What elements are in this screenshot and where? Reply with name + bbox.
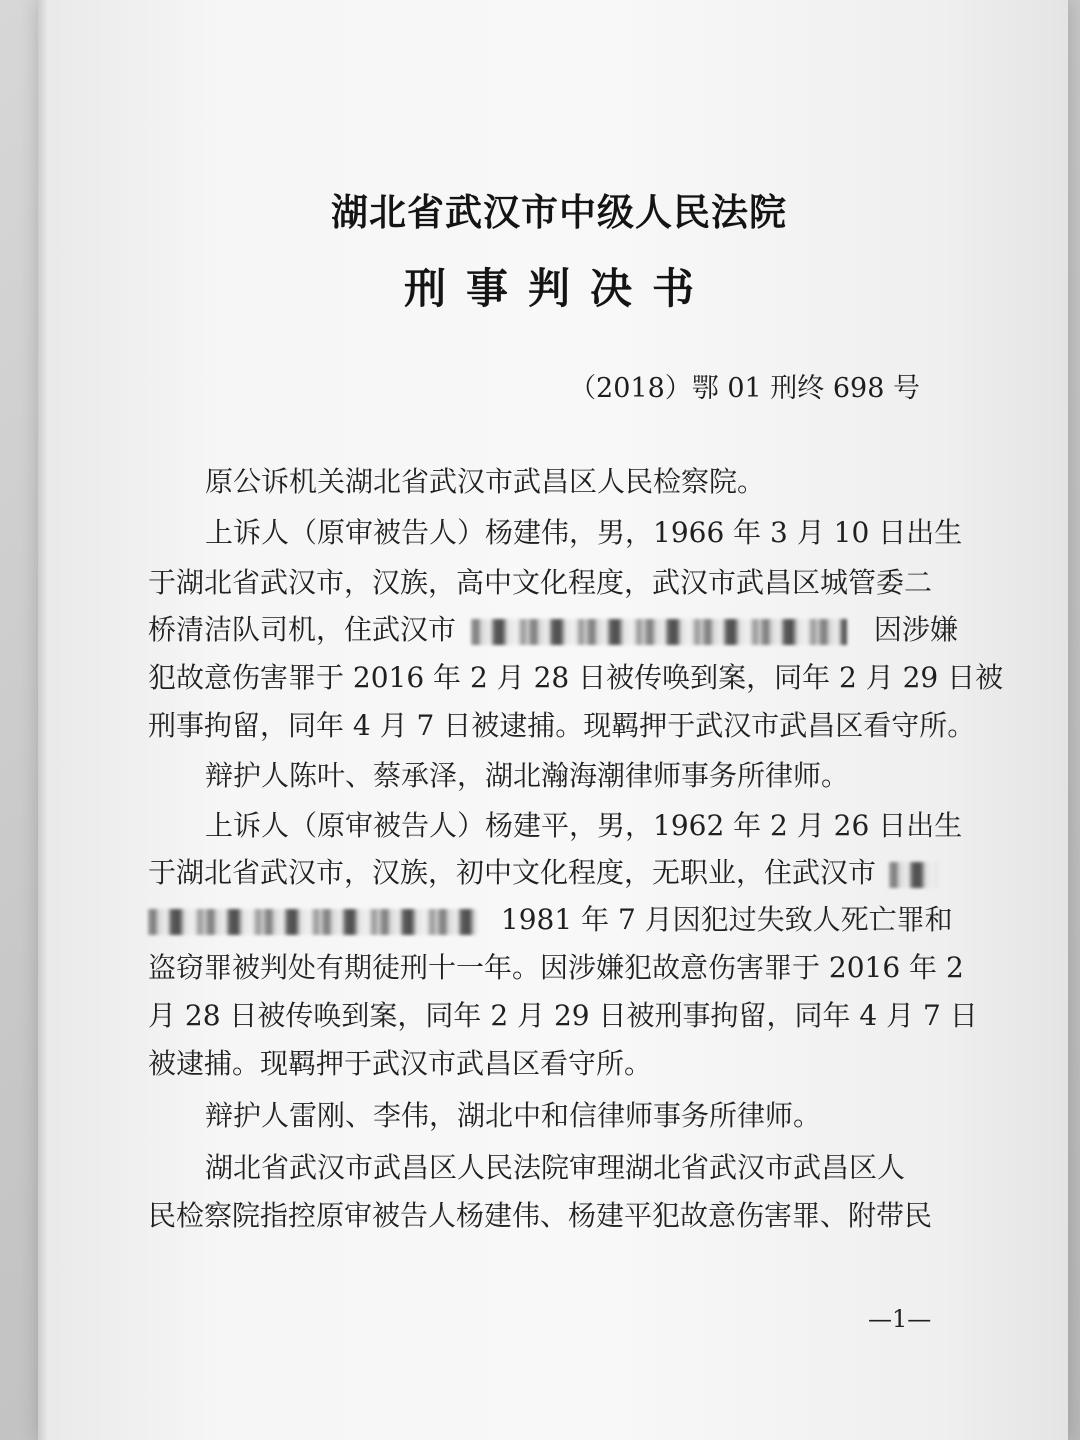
document-type-heading: 刑事判决书	[403, 264, 714, 313]
text-line-appellant1-detention: 刑事拘留，同年 4 月 7 日被逮捕。现羁押于武汉市武昌区看守所。	[148, 709, 976, 742]
text-line-appellant2-intro: 上诉人（原审被告人）杨建平，男，1962 年 2 月 26 日出生	[205, 809, 963, 842]
text-line-appellant1-birthplace: 于湖北省武汉市，汉族，高中文化程度，武汉市武昌区城管委二	[148, 566, 933, 599]
redacted-address-block-2a	[889, 862, 937, 888]
address-label: 桥清洁队司机，住武汉市	[148, 613, 457, 646]
text-line-prosecutor: 原公诉机关湖北省武汉市武昌区人民检察院。	[205, 465, 766, 498]
address-label-2: 于湖北省武汉市，汉族，初中文化程度，无职业，住武汉市	[148, 856, 877, 889]
text-line-trial-charges: 民检察院指控原审被告人杨建伟、杨建平犯故意伤害罪、附带民	[148, 1199, 933, 1232]
case-number: （2018）鄂 01 刑终 698 号	[569, 373, 920, 404]
text-line-trial-intro: 湖北省武汉市武昌区人民法院审理湖北省武汉市武昌区人	[205, 1151, 906, 1184]
address-line-tail: 因涉嫌	[873, 613, 958, 646]
court-name-heading: 湖北省武汉市中级人民法院	[331, 191, 787, 234]
redacted-address-block-2b	[148, 909, 478, 935]
redacted-address-block	[471, 619, 847, 645]
criminal-record-text: 1981 年 7 月因犯过失致人死亡罪和	[500, 903, 953, 936]
text-line-appellant2-sentence: 盗窃罪被判处有期徒刑十一年。因涉嫌犯故意伤害罪于 2016 年 2	[148, 951, 964, 984]
text-line-appellant2-summons: 月 28 日被传唤到案，同年 2 月 29 日被刑事拘留，同年 4 月 7 日	[148, 999, 978, 1032]
text-line-appellant2-detention: 被逮捕。现羁押于武汉市武昌区看守所。	[148, 1047, 653, 1080]
text-line-appellant2-record	[148, 900, 953, 940]
page-number: —1—	[868, 1305, 932, 1333]
text-line-defender1: 辩护人陈叶、蔡承泽，湖北瀚海潮律师事务所律师。	[205, 759, 850, 792]
text-line-appellant1-address	[148, 610, 958, 650]
text-line-appellant2-birthplace	[148, 853, 937, 893]
text-line-appellant1-intro: 上诉人（原审被告人）杨建伟，男，1966 年 3 月 10 日出生	[205, 516, 963, 549]
text-line-defender2: 辩护人雷刚、李伟，湖北中和信律师事务所律师。	[205, 1099, 822, 1132]
text-line-appellant1-summons: 犯故意伤害罪于 2016 年 2 月 28 日被传唤到案，同年 2 月 29 日被	[148, 661, 1004, 694]
